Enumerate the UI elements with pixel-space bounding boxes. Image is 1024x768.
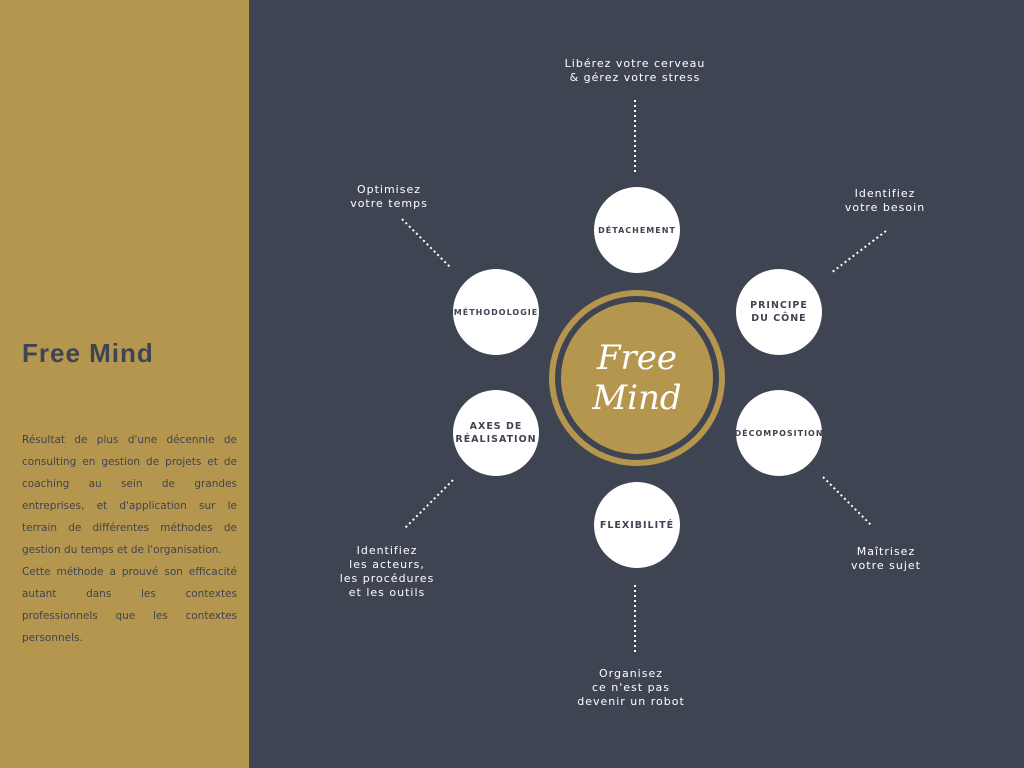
connector-methodologie [402, 219, 451, 268]
node-label-flexibilite: FLEXIBILITÉ [599, 519, 675, 531]
center-label: Free Mind [592, 338, 682, 418]
caption-flexibilite: Organisez ce n'est pas devenir un robot [577, 667, 685, 708]
connector-axes [405, 480, 453, 528]
caption-principe: Identifiez votre besoin [844, 187, 926, 214]
sidebar-panel [0, 0, 249, 768]
node-principe-du-cone [736, 269, 822, 355]
node-methodologie [453, 269, 539, 355]
node-label-detachement: DÉTACHEMENT [598, 225, 676, 235]
diagram-area [249, 0, 1024, 768]
node-label-decomposition: DÉCOMPOSITION [734, 428, 824, 438]
caption-detachement: Libérez votre cerveau & gérez votre stress [564, 57, 706, 84]
node-label-methodologie: MÉTHODOLOGIE [453, 307, 539, 317]
description-paragraph-1: Résultat de plus d'une décennie de consulting en gestion de projets et de coaching au sein de grandes entreprises, et d'application sur le terrain de différentes méthodes de gestion du temps et de l'organisation. [22, 434, 237, 556]
center-circle [561, 302, 713, 454]
node-flexibilite [594, 482, 680, 568]
description-paragraph-2: Cette méthode a prouvé son efficacité autant dans les contextes professionnels que les contextes personnels. [22, 566, 237, 644]
page-title: Free Mind [22, 338, 154, 368]
caption-axes: Identifiez les acteurs, les procédures et les outils [339, 544, 435, 599]
caption-methodologie: Optimisez votre temps [350, 183, 428, 210]
node-axes-de-realisation [453, 390, 539, 476]
node-label-axes: AXES DE RÉALISATION [455, 421, 537, 445]
node-decomposition [736, 390, 822, 476]
caption-decomposition: Maîtrisez votre sujet [851, 545, 921, 572]
connector-principe [831, 231, 886, 273]
connector-decomposition [823, 477, 872, 526]
description-text [22, 429, 237, 649]
node-label-principe: PRINCIPE DU CÔNE [750, 300, 808, 324]
node-detachement [594, 187, 680, 273]
